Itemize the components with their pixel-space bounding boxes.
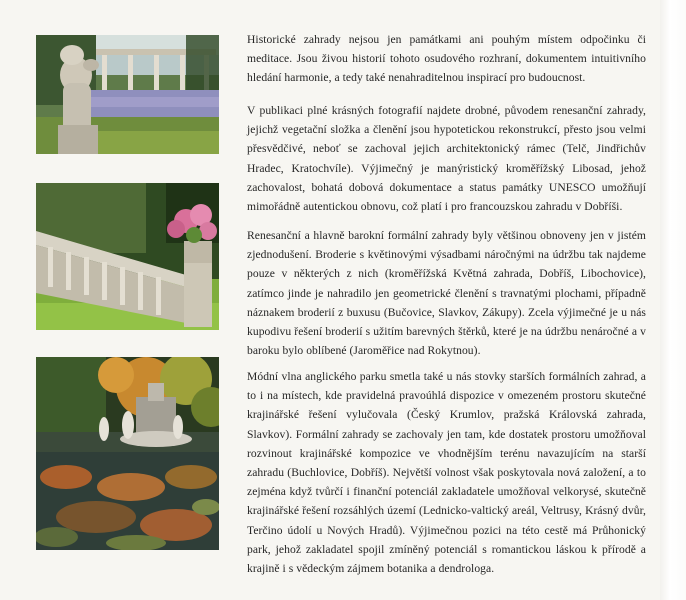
photo-pond-fountain (36, 357, 219, 550)
pond-fountain-image (36, 357, 219, 550)
paragraph-1: Historické zahrady nejsou jen památkami ani pouhým místem odpočinku či meditace. Jsou živou historií tohoto osudového rozhraní, dokumentem intuitivního hledání harmonie, a tedy také nenahraditelnou inspirací pro budoucnost. (247, 33, 646, 85)
paragraph-4: Módní vlna anglického parku smetla také u nás stovky starších formálních zahrad, a to i na místech, kde pravidelná pravoúhlá dispozice v omezeném prostoru skutečné krajinářské řešení vylučovala (Český Krumlov, pražská Královská zahrada, Slavkov). Formální zahrady se zachovaly jen tam, kde dostatek prostoru umožňoval rozvinout krajinářské kompozice ve vhodnějším terénu navazujícím na starší zahradu (Buchlovice, Dobříš). Největší volnost však poskytovala nová založení, a to zejména když tvůrčí i finanční potenciál zakladatele umožňoval velkorysé, skutečně krajinářské řešení rozsáhlých území (Lednicko-valtický areál, Veltrusy, Krásný dvůr, Terčino údolí u Nových Hradů). Výjimečnou pozici na této cestě má Průhonický park, jehož zakladatel spojil zmíněný potenciál s romantickou láskou k přírodě a krajině i s vědeckým zájmem botanika a dendrologa. (247, 370, 646, 576)
paragraph-3: Renesanční a hlavně barokní formální zahrady byly většinou obnoveny jen v jistém zjednodušení. Broderie s květinovými výsadbami náročnými na údržbu tak najdeme pouze v některých z nich (kroměřížská Květná zahrada, Dobříš, Libochovice), zatímco jinde je nahradilo jen geometrické členění s travnatými plochami, případně náznakem broderií z buxusu (Bučovice, Slavkov, Zákupy). Zcela výjimečné je u nás kupodivu řešení broderií s užitím barevných štěrků, které je na údržbu nenáročné a v baroku bylo oblíbené (Jaroměřice nad Rokytnou). (247, 229, 646, 358)
page-edge (660, 0, 686, 600)
paragraph-2: V publikaci plné krásných fotografií najdete drobné, původem renesanční zahrady, jejichž vegetační složka a členění jsou hypotetickou rekonstrukcí, přesto jsou velmi přesvědčivé, neboť se zachoval jejich architektonický rámec (Telč, Jindřichův Hradec, Kratochvíle). Výjimečný je manýristický kroměřížský Libosad, jehož zachovalost, bohatá dobová dokumentace a status památky UNESCO umožňují mimořádně autentickou obnovu, což platí i pro francouzskou zahradu v Dobříši. (247, 104, 646, 214)
photo-balustrade (36, 183, 219, 330)
photo-garden-statue (36, 35, 219, 154)
balustrade-image (36, 183, 219, 330)
garden-statue-image (36, 35, 219, 154)
